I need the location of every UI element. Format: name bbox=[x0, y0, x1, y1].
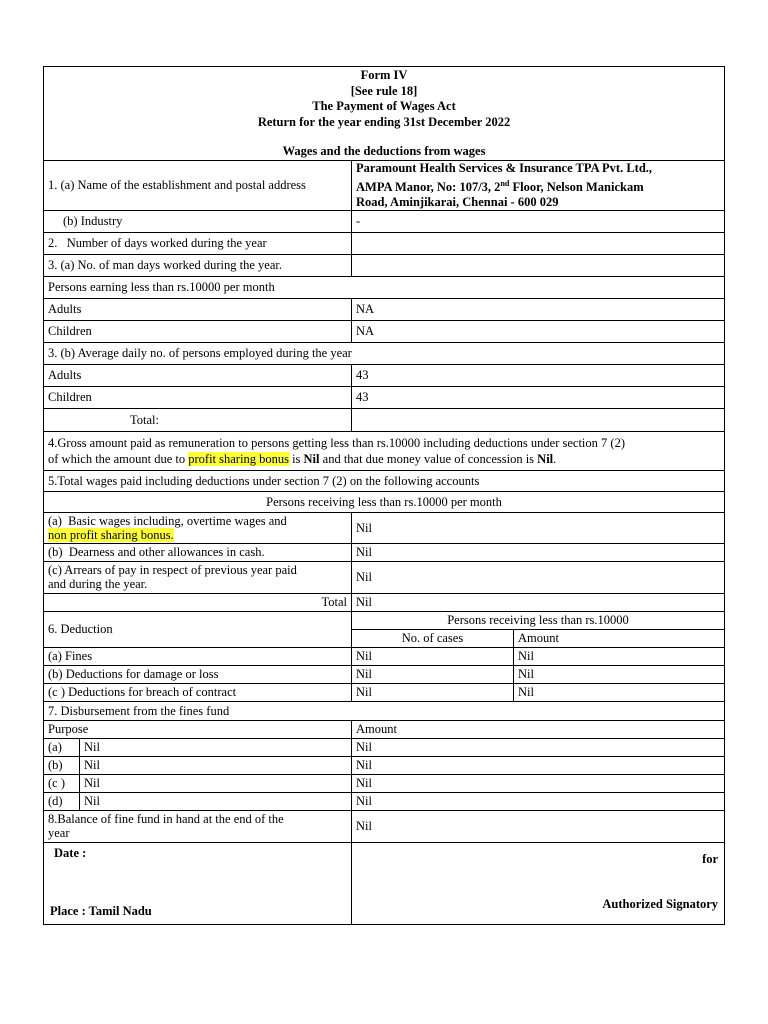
establishment-address bbox=[352, 160, 725, 210]
wages-return-form bbox=[43, 66, 724, 925]
table-row bbox=[44, 647, 725, 665]
signatory-block bbox=[352, 842, 725, 924]
arrears-label: (c) Arrears of pay in respect of previous year paid and during the year. bbox=[44, 561, 352, 593]
wages-total-value: Nil bbox=[352, 593, 725, 611]
disbursement-key: (b) bbox=[44, 756, 80, 774]
gross-amount-line1: 4.Gross amount paid as remuneration to persons getting less than rs.10000 including deductions under section 7 (2) bbox=[48, 435, 625, 450]
avg-adults-label: Adults bbox=[44, 364, 352, 386]
rule-reference: [See rule 18] bbox=[350, 83, 418, 98]
return-year-title: Return for the year ending 31st December 2022 bbox=[257, 114, 511, 129]
disbursement-col-amount: Amount bbox=[352, 720, 725, 738]
total-wages-label: 5.Total wages paid including deductions under section 7 (2) on the following accounts bbox=[44, 470, 725, 491]
date-place-block bbox=[44, 842, 352, 924]
establishment-name: Paramount Health Services & Insurance TPA Pvt. Ltd., bbox=[356, 160, 653, 175]
days-worked-label: 2. Number of days worked during the year bbox=[44, 232, 352, 254]
establishment-city-line: Road, Aminjikarai, Chennai - 600 029 bbox=[356, 194, 559, 209]
deduction-row-label: (a) Fines bbox=[44, 647, 352, 665]
disbursement-key: (a) bbox=[44, 738, 80, 756]
table-row bbox=[44, 774, 725, 792]
disbursement-purpose: Nil bbox=[80, 774, 352, 792]
gross-amount-line2: of which the amount due to profit sharing bonus is Nil and that due money value of concession is Nil. bbox=[48, 451, 557, 466]
disbursement-purpose: Nil bbox=[80, 756, 352, 774]
disbursement-amount: Nil bbox=[352, 738, 725, 756]
establishment-address-line: AMPA Manor, No: 107/3, 2nd Floor, Nelson Manickam bbox=[356, 178, 644, 194]
days-worked-value bbox=[352, 232, 725, 254]
form-table bbox=[43, 66, 725, 925]
deduction-row-label: (c ) Deductions for breach of contract bbox=[44, 683, 352, 701]
date-label: Date : bbox=[54, 845, 87, 860]
establishment-label: 1. (a) Name of the establishment and postal address bbox=[44, 160, 352, 210]
wages-total-label: Total bbox=[44, 593, 352, 611]
disbursement-key: (c ) bbox=[44, 774, 80, 792]
industry-label: (b) Industry bbox=[44, 210, 352, 232]
deduction-row-amount: Nil bbox=[514, 647, 725, 665]
form-number: Form IV bbox=[360, 68, 408, 82]
industry-value: - bbox=[352, 210, 725, 232]
dearness-value: Nil bbox=[352, 543, 725, 561]
deduction-row-amount: Nil bbox=[514, 683, 725, 701]
man-days-label: 3. (a) No. of man days worked during the year. bbox=[44, 254, 352, 276]
deduction-row-cases: Nil bbox=[352, 665, 514, 683]
children-value: NA bbox=[352, 320, 725, 342]
concession-amount: Nil bbox=[537, 451, 554, 466]
deduction-row-cases: Nil bbox=[352, 683, 514, 701]
avg-children-value: 43 bbox=[352, 386, 725, 408]
table-row bbox=[44, 665, 725, 683]
avg-total-label: Total: bbox=[44, 408, 352, 431]
authorized-signatory: Authorized Signatory bbox=[602, 896, 719, 911]
deduction-group-header: Persons receiving less than rs.10000 bbox=[352, 611, 725, 629]
persons-earning-less-label: Persons earning less than rs.10000 per month bbox=[44, 276, 725, 298]
act-title: The Payment of Wages Act bbox=[312, 99, 456, 113]
total-wages-subheader: Persons receiving less than rs.10000 per month bbox=[44, 491, 725, 512]
deduction-label: 6. Deduction bbox=[44, 611, 352, 647]
form-subtitle: Wages and the deductions from wages bbox=[282, 144, 486, 158]
disbursement-col-purpose: Purpose bbox=[44, 720, 352, 738]
table-row bbox=[44, 792, 725, 810]
avg-total-value bbox=[352, 408, 725, 431]
table-row bbox=[44, 683, 725, 701]
avg-children-label: Children bbox=[44, 386, 352, 408]
adults-label: Adults bbox=[44, 298, 352, 320]
gross-amount-statement bbox=[44, 431, 725, 470]
basic-wages-value: Nil bbox=[352, 512, 725, 543]
profit-sharing-bonus-highlight: profit sharing bonus bbox=[188, 451, 289, 466]
for-label: for bbox=[702, 851, 719, 866]
disbursement-amount: Nil bbox=[352, 792, 725, 810]
avg-adults-value: 43 bbox=[352, 364, 725, 386]
deduction-row-label: (b) Deductions for damage or loss bbox=[44, 665, 352, 683]
deduction-row-amount: Nil bbox=[514, 665, 725, 683]
disbursement-purpose: Nil bbox=[80, 738, 352, 756]
children-label: Children bbox=[44, 320, 352, 342]
non-profit-sharing-bonus-highlight: non profit sharing bonus. bbox=[48, 527, 174, 542]
adults-value: NA bbox=[352, 298, 725, 320]
deduction-col-cases: No. of cases bbox=[352, 629, 514, 647]
man-days-value bbox=[352, 254, 725, 276]
place-label: Place : Tamil Nadu bbox=[50, 903, 152, 918]
dearness-label: (b) Dearness and other allowances in cash. bbox=[44, 543, 352, 561]
form-header bbox=[44, 67, 725, 161]
disbursement-amount: Nil bbox=[352, 774, 725, 792]
disbursement-key: (d) bbox=[44, 792, 80, 810]
balance-label: 8.Balance of fine fund in hand at the end of the year bbox=[44, 810, 352, 842]
table-row bbox=[44, 756, 725, 774]
disbursement-label: 7. Disbursement from the fines fund bbox=[44, 701, 725, 720]
basic-wages-label: (a) Basic wages including, overtime wages and non profit sharing bonus. bbox=[44, 512, 352, 543]
arrears-value: Nil bbox=[352, 561, 725, 593]
average-daily-label: 3. (b) Average daily no. of persons employed during the year bbox=[44, 342, 725, 364]
bonus-amount: Nil bbox=[303, 451, 320, 466]
table-row bbox=[44, 738, 725, 756]
disbursement-amount: Nil bbox=[352, 756, 725, 774]
deduction-col-amount: Amount bbox=[514, 629, 725, 647]
balance-value: Nil bbox=[352, 810, 725, 842]
disbursement-purpose: Nil bbox=[80, 792, 352, 810]
deduction-row-cases: Nil bbox=[352, 647, 514, 665]
